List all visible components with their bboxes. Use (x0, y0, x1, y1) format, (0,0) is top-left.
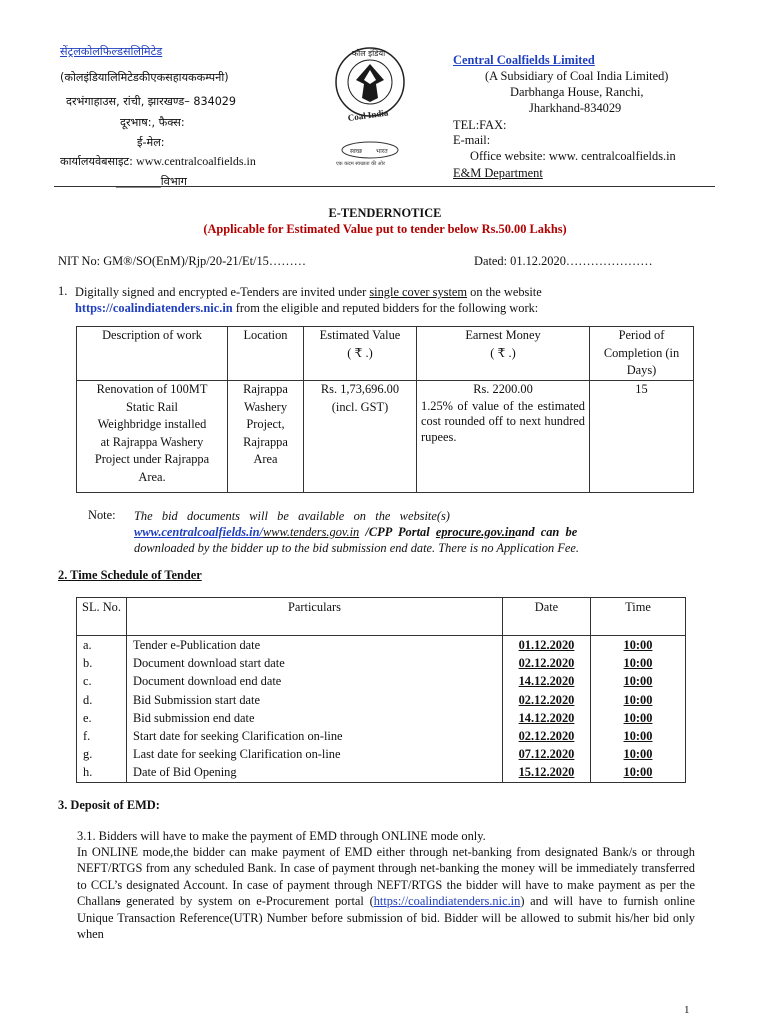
date-cell: 07.12.2020 (518, 747, 575, 762)
time-cell: 10:00 (623, 656, 653, 671)
website-hindi-line (60, 154, 256, 169)
sl-cell: a. (83, 638, 92, 652)
date-cell: 15.12.2020 (518, 765, 575, 780)
swachh-slogan: एक कदम स्वच्छता की ओर (336, 161, 385, 167)
time-schedule-title: 2. Time Schedule of Tender (58, 568, 202, 582)
loc-line: Rajrappa (243, 382, 288, 396)
work-description (77, 381, 228, 493)
coal-india-emblem-icon (330, 40, 410, 168)
emd-para2-b: generated by system on e-Procurement portal ( (120, 894, 374, 909)
date-cell: 14.12.2020 (518, 710, 575, 725)
date-cell: 14.12.2020 (518, 674, 575, 689)
desc-line: Renovation of 100MT (96, 382, 208, 396)
coalindiatenders-link[interactable]: https://coalindiatenders.nic.in (75, 301, 233, 315)
desc-line: Project under Rajrappa (94, 452, 210, 466)
website-hindi: www.centralcoalfields.in (136, 154, 256, 168)
estimated-value-currency: ( ₹ .) (347, 345, 373, 360)
emd-description: 1.25% of value of the estimated cost rounded off to next hundred rupees. (421, 398, 585, 444)
particulars-column (127, 636, 503, 783)
particular-cell: Tender e-Publication date (133, 638, 261, 652)
swachh-right: भारत (376, 148, 388, 155)
header-sl: SL. No. (77, 598, 127, 636)
emd-amount: Rs. 2200.00 (473, 382, 533, 396)
website: Office website: www. centralcoalfields.in (470, 149, 676, 163)
address-hindi: दरभंगाहाउस, रांची, झारखण्ड– 834029 (66, 95, 237, 108)
tenders-gov-link[interactable]: www.tenders.gov.in (262, 525, 360, 539)
swachh-left: स्वच्छ (350, 148, 363, 155)
sl-cell: d. (83, 692, 93, 707)
desc-line: Static Rail (126, 399, 178, 414)
subsidiary: (A Subsidiary of Coal India Limited) (485, 69, 669, 83)
work-period: 15 (590, 381, 694, 493)
loc-line: Area (253, 452, 278, 466)
emd-para2-strike: s (115, 894, 121, 909)
header-particulars: Particulars (127, 598, 503, 636)
section2-title (58, 568, 202, 583)
sl-cell: f. (83, 729, 91, 744)
emd-para1: 3.1. Bidders will have to make the payment of EMD through ONLINE mode only. (77, 829, 486, 843)
time-cell: 10:00 (623, 692, 653, 707)
particular-cell: Date of Bid Opening (133, 765, 237, 780)
cpp-portal: /CPP Portal (359, 525, 436, 539)
date-cell: 01.12.2020 (518, 638, 575, 652)
sl-cell: c. (83, 674, 92, 689)
work-earnest-money (417, 381, 590, 493)
emd-para2-a: In ONLINE mode,the bidder can make payment of EMD either through net-banking from designated Bank/s or through NEFT/RTGS from any scheduled Bank. In case of payment through net-banking the money will be immediately transferred to CCL’s designated Account. In case of payment through NEFT/RTGS the bidder will have to make payment as per the Challan (77, 845, 695, 909)
date-cell: 02.12.2020 (518, 656, 575, 671)
address-line2: Jharkhand-834029 (529, 101, 622, 115)
section1-text (75, 284, 695, 316)
section1-text-b: on the website (467, 285, 542, 299)
address-line1: Darbhanga House, Ranchi, (510, 85, 644, 99)
date-cell: 02.12.2020 (518, 729, 575, 744)
desc-line: Area. (138, 469, 166, 484)
value-amount: Rs. 1,73,696.00 (320, 382, 400, 396)
header-date: Date (503, 598, 591, 636)
website-label-hindi: कार्यालयवेबसाइट: (60, 155, 133, 168)
loc-line: Washery (243, 399, 288, 414)
telfax: TEL:FAX: (453, 118, 507, 132)
company-name: Central Coalfields Limited (453, 53, 595, 67)
particular-cell: Document download end date (133, 674, 282, 689)
particular-cell: Document download start date (133, 656, 285, 671)
date-cell: 02.12.2020 (518, 692, 575, 707)
emd-para2 (77, 844, 695, 942)
single-cover-system: single cover system (369, 285, 468, 299)
section1-text-c: from the eligible and reputed bidders for the following work: (232, 301, 539, 315)
note-tail: and can be (515, 525, 578, 539)
header-description: Description of work (77, 327, 228, 381)
logo-text-bottom: Coal India (347, 107, 389, 124)
sl-cell: h. (83, 765, 93, 780)
header-earnest-money (417, 327, 590, 381)
header-divider (54, 186, 715, 187)
coal-india-logo (330, 40, 410, 168)
earnest-money-currency: ( ₹ .) (490, 345, 516, 360)
desc-line: Weighbridge installed (97, 417, 207, 431)
centralcoalfields-link[interactable]: www.centralcoalfields.in/ (134, 525, 263, 539)
page-subtitle: (Applicable for Estimated Value put to tender below Rs.50.00 Lakhs) (203, 222, 567, 236)
note-label: Note: (88, 508, 116, 522)
date-column (503, 636, 591, 783)
particular-cell: Bid submission end date (133, 710, 255, 725)
time-column (591, 636, 686, 783)
time-cell: 10:00 (623, 765, 653, 780)
page-title: E-TENDERNOTICE (328, 206, 442, 220)
note-line1: The bid documents will be available on the website(s) (134, 509, 450, 523)
header-period: Period of Completion (in Days) (590, 327, 694, 381)
estimated-value-label: Estimated Value (319, 328, 401, 342)
coalindiatenders-link-2[interactable]: https://coalindiatenders.nic.in (373, 894, 521, 909)
particular-cell: Last date for seeking Clarification on-line (133, 747, 341, 762)
earnest-money-label: Earnest Money (465, 328, 541, 342)
particular-cell: Bid Submission start date (133, 692, 261, 707)
note-line3: downloaded by the bidder up to the bid submission end date. There is no Application Fee. (134, 541, 579, 555)
time-cell: 10:00 (623, 710, 653, 725)
note-text (134, 508, 690, 556)
work-estimated-value (304, 381, 417, 493)
section1-text-a: Digitally signed and encrypted e-Tenders are invited under (75, 285, 370, 299)
company-name-hindi: सेंट्रलकोलफिल्डसलिमिटेड (60, 45, 163, 58)
sl-column (77, 636, 127, 783)
loc-line: Rajrappa (243, 434, 288, 449)
value-gst: (incl. GST) (331, 399, 389, 414)
department: E&M Department (453, 166, 543, 180)
work-location (228, 381, 304, 493)
header-location: Location (228, 327, 304, 381)
page-number: 1 (684, 1004, 690, 1016)
work-table (76, 326, 694, 493)
logo-text-top: कोल इंडिया (352, 49, 386, 58)
particular-cell: Start date for seeking Clarification on-line (133, 729, 343, 744)
desc-line: at Rajrappa Washery (100, 434, 204, 449)
section3-title: 3. Deposit of EMD: (58, 798, 160, 812)
nit-number: NIT No: GM®/SO(EnM)/Rjp/20-21/Et/15……… (58, 254, 307, 268)
loc-line: Project, (246, 417, 285, 431)
section1-number: 1. (58, 284, 68, 298)
schedule-body (77, 636, 686, 783)
dated: Dated: 01.12.2020………………… (474, 254, 653, 268)
department-hindi: ________विभाग (116, 175, 187, 188)
eprocure-link[interactable]: eprocure.gov.in (435, 525, 516, 539)
schedule-table (76, 597, 686, 783)
sl-cell: g. (83, 747, 93, 762)
header-time: Time (591, 598, 686, 636)
email: E-mail: (453, 133, 491, 147)
emd-para2-c: ) and will have to furnish online Unique Transaction Reference(UTR) Number before submission of bid. Bidder will be allowed to submit his/her bid only when (77, 894, 696, 942)
time-cell: 10:00 (623, 674, 653, 689)
time-cell: 10:00 (623, 729, 653, 744)
subsidiary-hindi: (कोलइंडियालिमिटेडकीएकसहायककम्पनी) (60, 71, 229, 84)
phone-hindi: दूरभाष:, फैक्स: (120, 116, 185, 129)
header-estimated-value (304, 327, 417, 381)
sl-cell: e. (83, 710, 92, 725)
time-cell: 10:00 (623, 747, 653, 762)
email-hindi: ई-मेल: (137, 136, 165, 149)
time-cell: 10:00 (623, 638, 653, 652)
sl-cell: b. (83, 656, 93, 671)
